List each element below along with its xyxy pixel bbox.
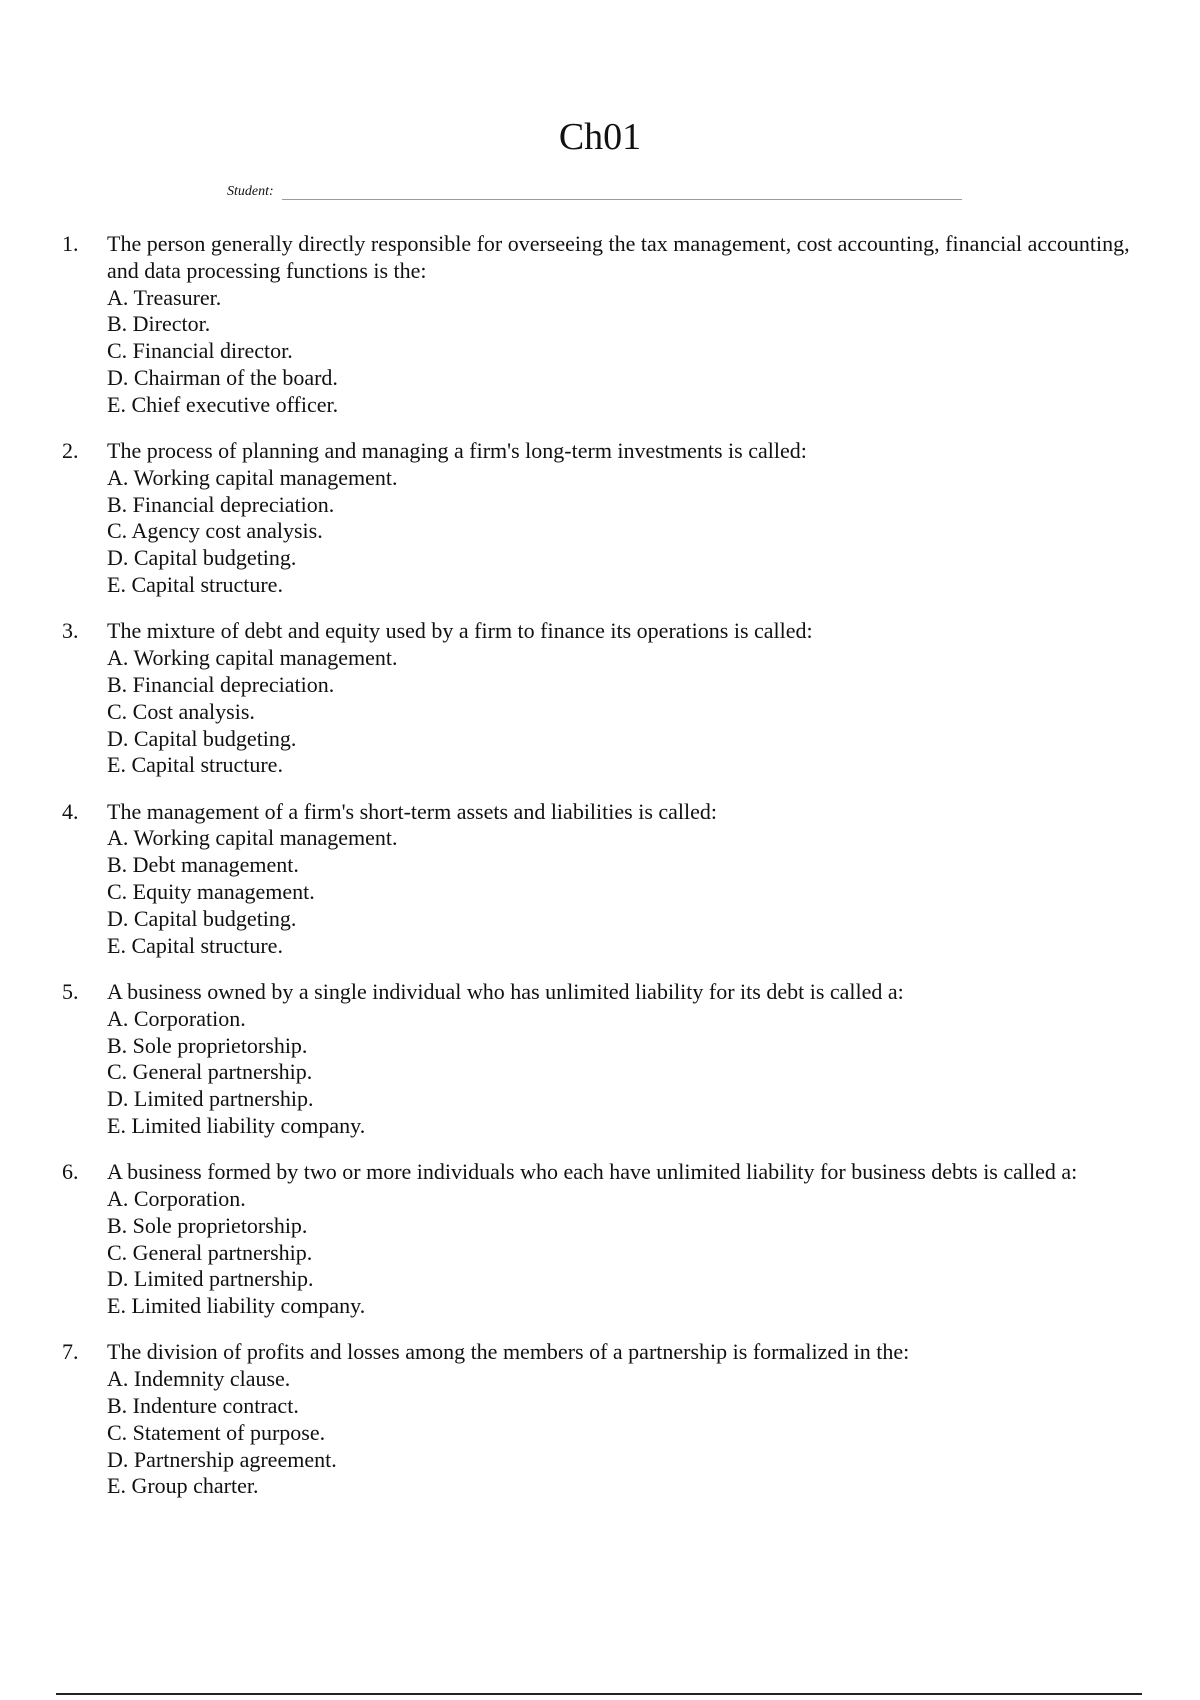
question-number: 7.: [62, 1339, 79, 1365]
answer-option: A. Working capital management.: [107, 825, 398, 851]
question-number: 5.: [62, 978, 79, 1004]
question-body: [107, 1339, 1142, 1500]
student-label: Student:: [227, 184, 274, 199]
answer-option: C. Statement of purpose.: [107, 1419, 326, 1445]
page-title: Ch01: [558, 116, 642, 158]
question-text: A business owned by a single individual who has unlimited liability for its debt is called a:: [107, 978, 904, 1004]
answer-option: C. Cost analysis.: [107, 698, 255, 724]
question-item: [62, 618, 1142, 779]
answer-option: D. Capital budgeting.: [107, 725, 297, 751]
question-body: [107, 231, 1142, 419]
question-body: [107, 799, 1142, 960]
answer-option: C. Equity management.: [107, 879, 315, 905]
answer-option: A. Working capital management.: [107, 464, 398, 490]
question-text: The management of a firm's short-term assets and liabilities is called:: [107, 798, 718, 824]
answer-option: A. Corporation.: [107, 1005, 246, 1031]
question-list: [62, 231, 1142, 1520]
answer-option: C. General partnership.: [107, 1239, 313, 1265]
footer-rule: [56, 1693, 1142, 1695]
question-number: 3.: [62, 618, 79, 644]
question-text: A business formed by two or more individuals who each have unlimited liability for business debts is called a:: [107, 1159, 1078, 1185]
student-name-row: [227, 182, 962, 202]
answer-option: D. Capital budgeting.: [107, 545, 297, 571]
question-body: [107, 618, 1142, 779]
answer-option: D. Limited partnership.: [107, 1266, 314, 1292]
answer-option: B. Debt management.: [107, 852, 299, 878]
question-number: 2.: [62, 438, 79, 464]
question-item: [62, 1339, 1142, 1500]
question-item: [62, 1159, 1142, 1320]
question-item: [62, 979, 1142, 1140]
answer-option: D. Partnership agreement.: [107, 1446, 337, 1472]
answer-option: A. Working capital management.: [107, 645, 398, 671]
answer-option: B. Financial depreciation.: [107, 491, 335, 517]
answer-option: B. Financial depreciation.: [107, 671, 335, 697]
question-number: 4.: [62, 798, 79, 824]
answer-options: [107, 825, 1142, 959]
answer-option: E. Capital structure.: [107, 572, 283, 598]
answer-option: D. Capital budgeting.: [107, 905, 297, 931]
answer-option: A. Indemnity clause.: [107, 1366, 291, 1392]
question-body: [107, 1159, 1142, 1320]
answer-options: [107, 1006, 1142, 1140]
answer-option: A. Corporation.: [107, 1186, 246, 1211]
answer-options: [107, 285, 1142, 419]
answer-options: [107, 1186, 1142, 1320]
answer-options: [107, 645, 1142, 779]
question-text: The mixture of debt and equity used by a firm to finance its operations is called:: [107, 618, 813, 644]
question-item: [62, 799, 1142, 960]
answer-option: E. Limited liability company.: [107, 1112, 366, 1138]
question-text: The person generally directly responsible for overseeing the tax management, cost accounting, financial accounting, and data processing functions is the:: [107, 231, 1130, 283]
answer-option: A. Treasurer.: [107, 284, 222, 310]
question-item: [62, 438, 1142, 599]
answer-option: C. General partnership.: [107, 1059, 313, 1085]
answer-option: C. Financial director.: [107, 338, 293, 364]
answer-option: E. Group charter.: [107, 1473, 259, 1499]
answer-option: E. Chief executive officer.: [107, 391, 339, 417]
question-text: The process of planning and managing a firm's long-term investments is called:: [107, 438, 807, 464]
answer-options: [107, 465, 1142, 599]
answer-option: D. Limited partnership.: [107, 1086, 314, 1112]
answer-option: E. Limited liability company.: [107, 1293, 366, 1319]
answer-option: D. Chairman of the board.: [107, 364, 338, 390]
answer-option: B. Sole proprietorship.: [107, 1032, 308, 1058]
answer-option: E. Capital structure.: [107, 752, 283, 778]
student-name-line: [282, 185, 962, 200]
answer-option: B. Indenture contract.: [107, 1393, 299, 1419]
question-body: [107, 438, 1142, 599]
question-number: 6.: [62, 1159, 79, 1185]
question-body: [107, 979, 1142, 1140]
question-number: 1.: [62, 231, 79, 256]
answer-option: E. Capital structure.: [107, 932, 283, 958]
answer-option: C. Agency cost analysis.: [107, 518, 323, 544]
question-item: [62, 231, 1142, 419]
question-text: The division of profits and losses among the members of a partnership is formalized in the:: [107, 1339, 910, 1365]
answer-option: B. Sole proprietorship.: [107, 1212, 308, 1238]
answer-options: [107, 1366, 1142, 1500]
answer-option: B. Director.: [107, 311, 211, 337]
